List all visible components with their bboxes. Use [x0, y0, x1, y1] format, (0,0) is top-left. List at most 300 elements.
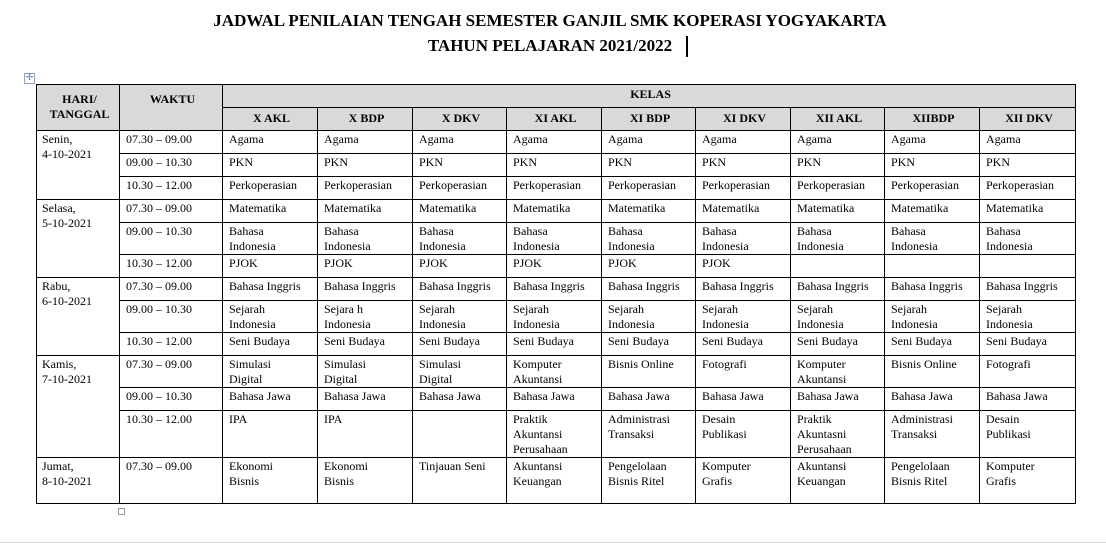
subject-cell [507, 255, 602, 278]
subject-cell [318, 458, 413, 504]
cell-line: Desain [986, 412, 1020, 426]
cell-line: Administrasi [608, 412, 670, 426]
cell-line: Pengelolaan [608, 459, 667, 473]
subject-cell [602, 223, 696, 255]
subject-cell [223, 255, 318, 278]
subject-cell [223, 388, 318, 411]
cell-line: Agama [608, 132, 643, 146]
cell-line: Grafis [702, 474, 732, 488]
subject-cell [791, 154, 885, 177]
subject-cell [318, 154, 413, 177]
subject-cell [791, 333, 885, 356]
subject-cell [791, 388, 885, 411]
cell-line: Keuangan [797, 474, 846, 488]
cell-line: PKN [986, 155, 1011, 169]
cell-line: Senin, [42, 132, 73, 146]
subject-cell [696, 356, 791, 388]
subject-cell [602, 301, 696, 333]
cell-line: Sejarah [419, 302, 455, 316]
table-row [37, 278, 1076, 301]
subject-cell [696, 458, 791, 504]
subject-cell [413, 411, 507, 458]
table-row [37, 333, 1076, 356]
cell-line: Sejarah [513, 302, 549, 316]
subject-cell [885, 458, 980, 504]
cell-line: Bahasa Jawa [229, 389, 291, 403]
cell-line: Matematika [324, 201, 382, 215]
subject-cell [318, 333, 413, 356]
cell-line: Matematika [797, 201, 855, 215]
cell-line: Matematika [513, 201, 571, 215]
cell-line: Fotografi [702, 357, 747, 371]
cell-line: Seni Budaya [324, 334, 385, 348]
cell-line: Bisnis Online [608, 357, 674, 371]
cell-line: Bisnis Online [891, 357, 957, 371]
cell-line: Agama [513, 132, 548, 146]
cell-line: Bahasa Jawa [324, 389, 386, 403]
text-cursor [686, 36, 688, 57]
cell-line: Akuntasni [797, 427, 847, 441]
table-row [37, 154, 1076, 177]
subject-cell [791, 458, 885, 504]
cell-line: Indonesia [513, 317, 560, 331]
cell-line: Komputer [513, 357, 562, 371]
subject-cell [980, 255, 1076, 278]
cell-line: Seni Budaya [513, 334, 574, 348]
cell-line: Selasa, [42, 201, 76, 215]
cell-line: Bahasa Inggris [419, 279, 491, 293]
subject-cell [318, 177, 413, 200]
cell-line: Bahasa Jawa [608, 389, 670, 403]
cell-line: Matematika [891, 201, 949, 215]
subject-cell [696, 223, 791, 255]
cell-line: Pengelolaan [891, 459, 950, 473]
cell-line: Agama [702, 132, 737, 146]
cell-line: Seni Budaya [797, 334, 858, 348]
cell-line: 6-10-2021 [42, 294, 92, 308]
cell-line: Bahasa Jawa [797, 389, 859, 403]
subject-cell [318, 131, 413, 154]
subject-cell [980, 458, 1076, 504]
time-cell: 09.00 – 10.30 [120, 154, 223, 177]
subject-cell [223, 411, 318, 458]
subject-cell [885, 131, 980, 154]
cell-line: PKN [797, 155, 822, 169]
cell-line: PKN [324, 155, 349, 169]
subject-cell [223, 154, 318, 177]
cell-line: Bahasa [702, 224, 737, 238]
subject-cell [696, 301, 791, 333]
cell-line: Bahasa [986, 224, 1021, 238]
time-cell: 07.30 – 09.00 [120, 200, 223, 223]
subject-cell [980, 356, 1076, 388]
cell-line: Digital [419, 372, 453, 386]
subject-cell [507, 301, 602, 333]
subject-cell [791, 255, 885, 278]
cell-line: Akuntansi [513, 459, 563, 473]
cell-line: Seni Budaya [419, 334, 480, 348]
day-cell [37, 200, 120, 278]
cell-line: Bahasa Inggris [797, 279, 869, 293]
cell-line: Fotografi [986, 357, 1031, 371]
cell-line: Akuntansi [797, 459, 847, 473]
cell-line: Seni Budaya [986, 334, 1047, 348]
subject-cell [791, 200, 885, 223]
cell-line: Digital [324, 372, 358, 386]
cell-line: Indonesia [986, 239, 1033, 253]
class-header: X AKL [223, 108, 318, 131]
subject-cell [885, 356, 980, 388]
cell-line: PKN [419, 155, 444, 169]
subject-cell [696, 388, 791, 411]
cell-line: Indonesia [229, 317, 276, 331]
cell-line: Bahasa [324, 224, 359, 238]
subject-cell [507, 154, 602, 177]
cell-line: Bahasa Inggris [891, 279, 963, 293]
subject-cell [885, 301, 980, 333]
cell-line: Kamis, [42, 357, 77, 371]
time-cell: 09.00 – 10.30 [120, 388, 223, 411]
subject-cell [696, 278, 791, 301]
cell-line: Jumat, [42, 459, 74, 473]
subject-cell [223, 356, 318, 388]
subject-cell [318, 255, 413, 278]
subject-cell [602, 278, 696, 301]
cell-line: PJOK [229, 256, 258, 270]
cell-line: Perkoperasian [608, 178, 676, 192]
cell-line: 5-10-2021 [42, 216, 92, 230]
header-time: WAKTU [120, 85, 223, 131]
subject-cell [413, 177, 507, 200]
cell-line: Bahasa Inggris [608, 279, 680, 293]
subject-cell [318, 301, 413, 333]
subject-cell [602, 333, 696, 356]
cell-line: Indonesia [986, 317, 1033, 331]
subject-cell [602, 411, 696, 458]
cell-line: Indonesia [419, 239, 466, 253]
cell-line: Komputer [702, 459, 751, 473]
cell-line: Sejarah [702, 302, 738, 316]
time-cell: 10.30 – 12.00 [120, 411, 223, 458]
subject-cell [885, 255, 980, 278]
cell-line: Bahasa Inggris [324, 279, 396, 293]
subject-cell [791, 131, 885, 154]
subject-cell [696, 200, 791, 223]
cell-line: Publikasi [702, 427, 747, 441]
cell-line: Simulasi [229, 357, 272, 371]
table-move-handle-icon[interactable]: ✢ [25, 73, 34, 83]
cell-line: Komputer [797, 357, 846, 371]
cell-line: Indonesia [324, 239, 371, 253]
header-day [37, 85, 120, 131]
subject-cell [602, 356, 696, 388]
subject-cell [885, 333, 980, 356]
subject-cell [791, 356, 885, 388]
class-header: X BDP [318, 108, 413, 131]
cell-line: Publikasi [986, 427, 1031, 441]
subject-cell [602, 200, 696, 223]
time-cell: 10.30 – 12.00 [120, 333, 223, 356]
table-row [37, 255, 1076, 278]
cell-line: Indonesia [797, 239, 844, 253]
subject-cell [602, 458, 696, 504]
cell-line: Bahasa Jawa [891, 389, 953, 403]
class-header: XII AKL [791, 108, 885, 131]
cell-line: Agama [229, 132, 264, 146]
cell-line: Perkoperasian [702, 178, 770, 192]
subject-cell [413, 356, 507, 388]
table-row [37, 200, 1076, 223]
cell-line: Matematika [702, 201, 760, 215]
cell-line: Perkoperasian [797, 178, 865, 192]
subject-cell [980, 278, 1076, 301]
cell-line: Bahasa Inggris [702, 279, 774, 293]
cell-line: Sejara h [324, 302, 363, 316]
cell-line: Bahasa [797, 224, 832, 238]
class-header: XIIBDP [885, 108, 980, 131]
cell-line: HARI/ [62, 92, 97, 106]
cell-line: Tinjauan Seni [419, 459, 486, 473]
subject-cell [223, 278, 318, 301]
time-cell: 07.30 – 09.00 [120, 356, 223, 388]
subject-cell [507, 356, 602, 388]
cell-line: Perkoperasian [891, 178, 959, 192]
day-cell [37, 278, 120, 356]
day-cell [37, 458, 120, 504]
cell-line: PKN [702, 155, 727, 169]
class-header: X DKV [413, 108, 507, 131]
cell-line: IPA [229, 412, 248, 426]
header-kelas: KELAS [223, 85, 1076, 108]
schedule-table [36, 84, 1076, 504]
subject-cell [885, 200, 980, 223]
subject-cell [507, 333, 602, 356]
subject-cell [696, 255, 791, 278]
cell-line: Bahasa [513, 224, 548, 238]
cell-line: Agama [986, 132, 1021, 146]
subject-cell [413, 333, 507, 356]
subject-cell [413, 301, 507, 333]
cell-line: Simulasi [419, 357, 462, 371]
subject-cell [791, 223, 885, 255]
cell-line: Komputer [986, 459, 1035, 473]
subject-cell [413, 131, 507, 154]
cell-line: Sejarah [229, 302, 265, 316]
cell-line: Perkoperasian [986, 178, 1054, 192]
cell-line: PKN [891, 155, 916, 169]
cell-line: Bisnis [229, 474, 260, 488]
cell-line: Indonesia [891, 317, 938, 331]
subject-cell [318, 278, 413, 301]
subject-cell [696, 411, 791, 458]
subject-cell [507, 131, 602, 154]
subject-cell [980, 177, 1076, 200]
cell-line: Matematika [229, 201, 287, 215]
subject-cell [980, 411, 1076, 458]
subject-cell [507, 458, 602, 504]
subject-cell [507, 223, 602, 255]
cell-line: Agama [324, 132, 359, 146]
document-title: JADWAL PENILAIAN TENGAH SEMESTER GANJIL SMK KOPERASI YOGYAKARTA [213, 11, 887, 30]
subject-cell [507, 388, 602, 411]
cell-line: Matematika [986, 201, 1044, 215]
class-header: XII DKV [980, 108, 1076, 131]
cell-line: Praktik [513, 412, 548, 426]
cell-line: Agama [797, 132, 832, 146]
cell-line: PKN [608, 155, 633, 169]
subject-cell [885, 154, 980, 177]
cell-line: Bahasa [419, 224, 454, 238]
subject-cell [223, 177, 318, 200]
subject-cell [980, 131, 1076, 154]
cell-line: Sejarah [608, 302, 644, 316]
cell-line: IPA [324, 412, 343, 426]
cell-line: Bahasa Jawa [986, 389, 1048, 403]
cell-line: Grafis [986, 474, 1016, 488]
cell-line: Simulasi [324, 357, 367, 371]
cell-line: Indonesia [702, 239, 749, 253]
day-cell [37, 131, 120, 200]
cell-line: Perkoperasian [419, 178, 487, 192]
time-cell: 10.30 – 12.00 [120, 255, 223, 278]
cell-line: Sejarah [797, 302, 833, 316]
cell-line: Seni Budaya [702, 334, 763, 348]
cell-line: Akuntansi [513, 427, 563, 441]
subject-cell [885, 223, 980, 255]
time-cell: 09.00 – 10.30 [120, 301, 223, 333]
class-header: XI BDP [602, 108, 696, 131]
subject-cell [885, 411, 980, 458]
subject-cell [696, 177, 791, 200]
time-cell: 07.30 – 09.00 [120, 131, 223, 154]
subject-cell [413, 200, 507, 223]
cell-line: Indonesia [229, 239, 276, 253]
table-resize-handle[interactable] [118, 508, 125, 515]
subject-cell [602, 177, 696, 200]
table-row [37, 356, 1076, 388]
cell-line: Akuntansi [797, 372, 847, 386]
cell-line: Seni Budaya [608, 334, 669, 348]
cell-line: Sejarah [891, 302, 927, 316]
time-cell: 10.30 – 12.00 [120, 177, 223, 200]
cell-line: PJOK [513, 256, 542, 270]
time-cell: 07.30 – 09.00 [120, 458, 223, 504]
subject-cell [223, 223, 318, 255]
subject-cell [413, 223, 507, 255]
cell-line: Seni Budaya [891, 334, 952, 348]
cell-line: Indonesia [324, 317, 371, 331]
subject-cell [318, 356, 413, 388]
subject-cell [791, 411, 885, 458]
cell-line: PJOK [702, 256, 731, 270]
cell-line: Agama [419, 132, 454, 146]
subject-cell [413, 255, 507, 278]
cell-line: Indonesia [608, 239, 655, 253]
cell-line: Perusahaan [797, 442, 852, 456]
cell-line: Ekonomi [229, 459, 273, 473]
subject-cell [413, 154, 507, 177]
cell-line: Keuangan [513, 474, 562, 488]
subject-cell [223, 200, 318, 223]
cell-line: Bahasa Inggris [513, 279, 585, 293]
subject-cell [223, 301, 318, 333]
cell-line: Perkoperasian [324, 178, 392, 192]
cell-line: Bahasa Jawa [419, 389, 481, 403]
cell-line: Perusahaan [513, 442, 568, 456]
cell-line: Indonesia [797, 317, 844, 331]
subject-cell [696, 154, 791, 177]
subject-cell [507, 411, 602, 458]
cell-line: 7-10-2021 [42, 372, 92, 386]
subject-cell [602, 131, 696, 154]
cell-line: Bahasa Inggris [229, 279, 301, 293]
subject-cell [223, 333, 318, 356]
cell-line: Administrasi [891, 412, 953, 426]
document-subtitle: TAHUN PELAJARAN 2021/2022 [427, 36, 673, 55]
subject-cell [413, 278, 507, 301]
subject-cell [602, 154, 696, 177]
time-cell: 07.30 – 09.00 [120, 278, 223, 301]
cell-line: Desain [702, 412, 736, 426]
cell-line: Seni Budaya [229, 334, 290, 348]
subject-cell [885, 177, 980, 200]
cell-line: PKN [229, 155, 254, 169]
day-cell [37, 356, 120, 458]
table-row [37, 177, 1076, 200]
subject-cell [885, 278, 980, 301]
cell-line: Rabu, [42, 279, 71, 293]
table-row [37, 458, 1076, 504]
cell-line: Bisnis Ritel [608, 474, 665, 488]
cell-line: Bisnis [324, 474, 355, 488]
cell-line: Bahasa Jawa [702, 389, 764, 403]
subject-cell [980, 154, 1076, 177]
cell-line: Transaksi [608, 427, 655, 441]
subject-cell [602, 388, 696, 411]
cell-line: Bahasa Jawa [513, 389, 575, 403]
cell-line: Indonesia [891, 239, 938, 253]
cell-line: Indonesia [702, 317, 749, 331]
subject-cell [602, 255, 696, 278]
subject-cell [696, 333, 791, 356]
subject-cell [980, 200, 1076, 223]
cell-line: Sejarah [986, 302, 1022, 316]
time-cell: 09.00 – 10.30 [120, 223, 223, 255]
subject-cell [791, 278, 885, 301]
table-row [37, 301, 1076, 333]
class-header: XI DKV [696, 108, 791, 131]
subject-cell [223, 458, 318, 504]
class-header: XI AKL [507, 108, 602, 131]
table-row [37, 388, 1076, 411]
table-row [37, 223, 1076, 255]
subject-cell [980, 388, 1076, 411]
cell-line: 8-10-2021 [42, 474, 92, 488]
subject-cell [318, 200, 413, 223]
cell-line: Ekonomi [324, 459, 368, 473]
cell-line: Transaksi [891, 427, 938, 441]
subject-cell [318, 388, 413, 411]
subject-cell [791, 177, 885, 200]
cell-line: Indonesia [608, 317, 655, 331]
cell-line: 4-10-2021 [42, 147, 92, 161]
subject-cell [507, 278, 602, 301]
cell-line: TANGGAL [49, 107, 110, 121]
header-row [37, 85, 1076, 108]
cell-line: Perkoperasian [229, 178, 297, 192]
cell-line: Matematika [419, 201, 477, 215]
cell-line: Agama [891, 132, 926, 146]
